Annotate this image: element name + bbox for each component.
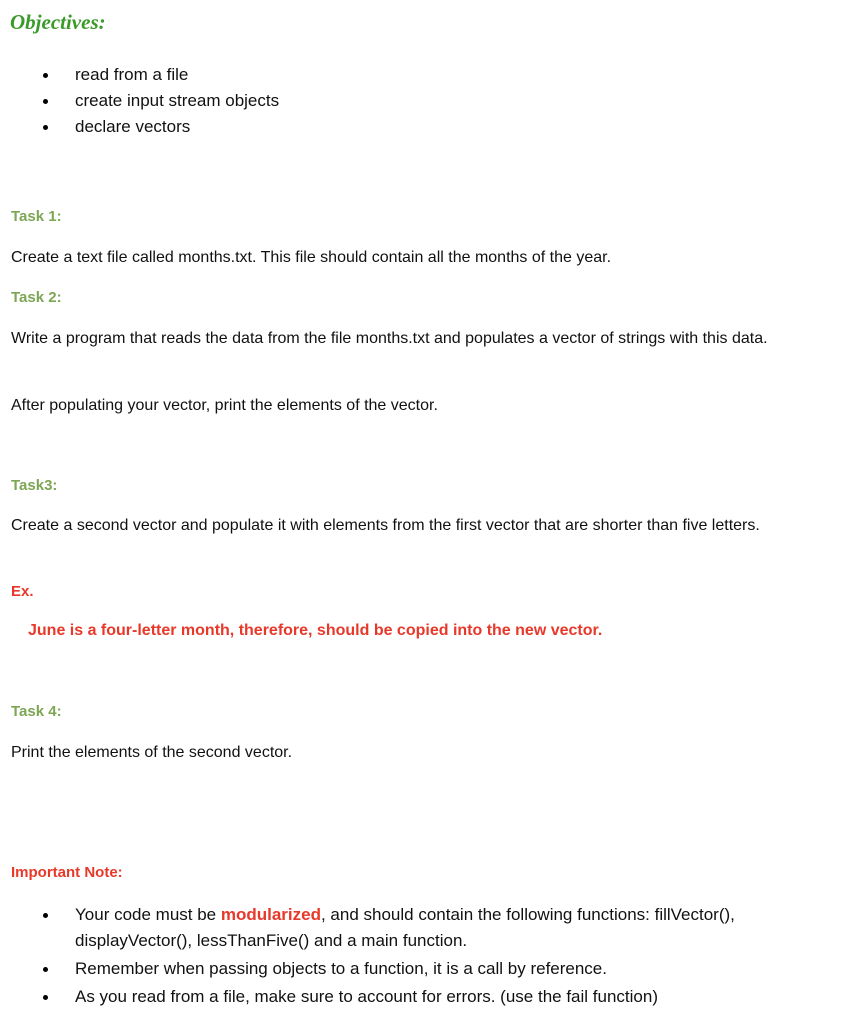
list-item: create input stream objects	[41, 88, 801, 114]
important-note-heading: Important Note:	[11, 864, 123, 881]
task2-heading: Task 2:	[11, 289, 62, 306]
task1-text: Create a text file called months.txt. This file should contain all the months of the year.	[11, 249, 612, 266]
note-text: Your code must be	[75, 905, 221, 924]
task2-text: Write a program that reads the data from the file months.txt and populates a vector of strings with this data.	[11, 330, 768, 347]
objectives-list	[41, 62, 801, 140]
list-item: Remember when passing objects to a function, it is a call by reference.	[41, 956, 821, 982]
task3-heading: Task3:	[11, 477, 58, 494]
list-item	[41, 902, 821, 954]
objectives-title: Objectives:	[10, 10, 106, 34]
task2-text-2: After populating your vector, print the elements of the vector.	[11, 397, 438, 414]
list-item: As you read from a file, make sure to account for errors. (use the fail function)	[41, 984, 821, 1010]
task4-heading: Task 4:	[11, 703, 62, 720]
task1-heading: Task 1:	[11, 208, 62, 225]
note-highlight: modularized	[220, 905, 321, 924]
list-item: read from a file	[41, 62, 801, 88]
task3-text: Create a second vector and populate it with elements from the first vector that are shorter than five letters.	[11, 517, 760, 534]
example-text: June is a four-letter month, therefore, should be copied into the new vector.	[28, 622, 603, 639]
note-text: , and should contain the following functions: fillVector(), displayVector(), lessThanFive() and a main function.	[75, 905, 735, 950]
task4-text: Print the elements of the second vector.	[11, 744, 293, 761]
example-heading: Ex.	[11, 583, 34, 600]
list-item: declare vectors	[41, 114, 801, 140]
important-note-list	[41, 902, 821, 1012]
